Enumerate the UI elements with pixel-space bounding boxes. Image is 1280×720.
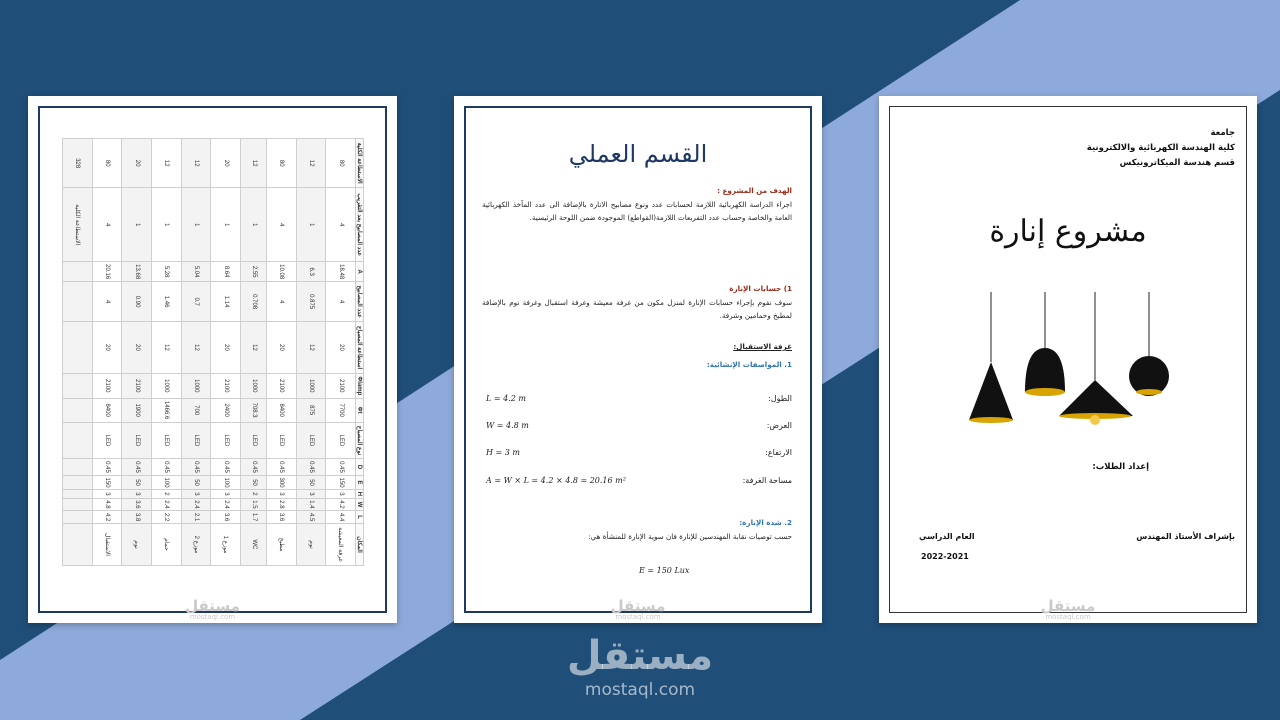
watermark: [454, 599, 822, 621]
table-cell: 4.2: [326, 498, 356, 511]
table-cell: 50: [296, 475, 326, 490]
table-row: [267, 139, 297, 566]
table-row: [296, 139, 326, 566]
table-cell: 20: [326, 322, 356, 374]
table-header-cell: D: [356, 459, 364, 475]
calc-heading: 1) حسابات الإنارة: [729, 284, 792, 293]
academic-year-label: العام الدراسي: [919, 532, 975, 541]
department-name: قسم هندسة الميكاترونيكس: [1119, 157, 1235, 168]
lux-text: حسب توصيات نقابة المهندسين للإنارة فان سوية الإنارة للمنشأة هي:: [588, 531, 792, 541]
table-cell: 2: [152, 490, 182, 498]
total-label: الاستطاعة الكلية: [63, 188, 93, 262]
table-cell: WC: [241, 524, 267, 566]
table-cell: 150: [92, 475, 122, 490]
table-cell: 2100: [211, 374, 241, 399]
table-cell: 1.7: [241, 511, 267, 524]
table-cell: 2.4: [211, 498, 241, 511]
table-cell: 4.4: [326, 511, 356, 524]
table-header-cell: E: [356, 475, 364, 490]
table-header-cell: W: [356, 498, 364, 511]
table-cell: 3.6: [267, 511, 297, 524]
table-cell: 1000: [241, 374, 267, 399]
table-row: [122, 139, 152, 566]
spec-equation: H = 3 m: [486, 448, 520, 457]
table-cell: 2100: [326, 374, 356, 399]
spec-row-height: [484, 448, 792, 462]
table-cell: 12: [152, 139, 182, 188]
table-cell: 3.8: [122, 511, 152, 524]
table-cell: 150: [326, 475, 356, 490]
table-cell: 100: [152, 475, 182, 490]
university-info: [1087, 126, 1235, 171]
table-area: [62, 138, 364, 566]
table-cell: 4: [326, 282, 356, 322]
table-cell: 1000: [181, 374, 211, 399]
table-cell: 3: [122, 490, 152, 498]
table-cell: 4.5: [296, 511, 326, 524]
table-cell: 20: [122, 322, 152, 374]
table-header-cell: Φlamp: [356, 374, 364, 399]
table-row: [181, 139, 211, 566]
table-cell: 3.6: [122, 498, 152, 511]
table-cell: 5.28: [152, 262, 182, 282]
table-cell-empty: [63, 398, 93, 422]
spec-row-area: [484, 476, 792, 490]
table-cell: 0.45: [296, 459, 326, 475]
table-cell: 3.6: [211, 511, 241, 524]
table-cell: 2.2: [152, 511, 182, 524]
table-cell: 2.55: [241, 262, 267, 282]
table-cell: 0.708: [241, 282, 267, 322]
table-header-row: [356, 139, 364, 566]
table-cell: 20: [92, 322, 122, 374]
table-cell: 8400: [92, 398, 122, 422]
table-cell: 4: [92, 188, 122, 262]
lux-heading: 2. شدة الإنارة:: [739, 518, 792, 527]
page-title: القسم العملي: [568, 140, 708, 168]
table-cell: LED: [211, 422, 241, 459]
brand-arabic: مستقل: [566, 633, 714, 679]
calc-text: سوف نقوم بإجراء حسابات الإنارة لمنزل مكون من غرفة معيشة وغرفة استقبال وغرفة نوم بالإضافة لمطبخ وحمامين وشرفة.: [482, 297, 792, 321]
table-cell-empty: [63, 524, 93, 566]
table-cell: LED: [267, 422, 297, 459]
table-cell: 2100: [122, 374, 152, 399]
table-cell: 1: [181, 188, 211, 262]
table-cell: 50: [241, 475, 267, 490]
project-title: مشروع إنارة: [989, 214, 1147, 249]
table-cell: 2.4: [152, 498, 182, 511]
table-cell: حمام: [152, 524, 182, 566]
table-header-cell: H: [356, 491, 363, 497]
table-cell: غرفة المعيشة: [326, 524, 356, 566]
table-row: [326, 139, 356, 566]
table-cell-empty: [63, 475, 93, 490]
table-cell: 20: [267, 322, 297, 374]
table-cell: 875: [296, 398, 326, 422]
table-cell: 80: [92, 139, 122, 188]
table-cell: 5.04: [181, 262, 211, 282]
table-cell-empty: [63, 498, 93, 511]
table-cell: 0.875: [296, 282, 326, 322]
document-page-practical: [454, 96, 822, 623]
table-cell-empty: [63, 422, 93, 459]
table-cell: 4.8: [92, 498, 122, 511]
table-cell: 708.3: [241, 398, 267, 422]
brand-latin: mostaql.com: [584, 680, 696, 700]
lux-equation: E = 150 Lux: [639, 566, 690, 575]
table-cell: 20.16: [92, 262, 122, 282]
watermark-latin: mostaql.com: [189, 613, 236, 621]
table-cell: 20: [211, 322, 241, 374]
table-cell: 3: [326, 490, 356, 498]
table-cell: 0.45: [267, 459, 297, 475]
table-cell: 2100: [267, 374, 297, 399]
table-cell: 8.64: [211, 262, 241, 282]
lux-section: [482, 516, 792, 543]
table-cell: 18.48: [326, 262, 356, 282]
table-cell: LED: [241, 422, 267, 459]
table-cell: 0.45: [326, 459, 356, 475]
table-cell: 1.4: [296, 498, 326, 511]
table-cell: 80: [267, 139, 297, 188]
spec-equation: A = W × L = 4.2 × 4.8 = 20.16 m²: [486, 476, 626, 485]
document-page-cover: [879, 96, 1257, 623]
table-cell-empty: [63, 374, 93, 399]
lighting-calc-table: [62, 138, 364, 566]
table-cell: 0.45: [152, 459, 182, 475]
table-cell: 3: [267, 490, 297, 498]
table-cell: 2.8: [267, 498, 297, 511]
table-cell: 700: [181, 398, 211, 422]
table-cell: 12: [296, 322, 326, 374]
table-cell: 3: [211, 490, 241, 498]
table-header-cell: المكان: [356, 524, 364, 566]
room-section: [482, 340, 792, 371]
table-cell: 1: [296, 188, 326, 262]
students-label: إعداد الطلاب:: [1092, 462, 1149, 472]
spec-label: الطول:: [768, 394, 792, 403]
lux-equation-row: [484, 566, 792, 580]
table-cell: 1.5: [241, 498, 267, 511]
table-cell: 1: [211, 188, 241, 262]
table-cell-empty: [63, 490, 93, 498]
goal-heading: الهدف من المشروع :: [717, 186, 792, 195]
table-cell: 1: [152, 188, 182, 262]
table-cell: 4.2: [92, 511, 122, 524]
watermark: [28, 599, 397, 621]
table-cell: 0.45: [181, 459, 211, 475]
table-cell: LED: [296, 422, 326, 459]
total-value: 328: [63, 139, 93, 188]
table-cell: مطبخ: [267, 524, 297, 566]
spec-row-length: [484, 394, 792, 408]
table-cell: LED: [181, 422, 211, 459]
pendant-lamps-image: [939, 292, 1199, 432]
table-cell: LED: [122, 422, 152, 459]
university-name: جامعة: [1210, 128, 1235, 138]
table-cell: 0.45: [122, 459, 152, 475]
table-cell: 1000: [152, 374, 182, 399]
table-cell: 2: [241, 490, 267, 498]
table-cell: 0.45: [211, 459, 241, 475]
table-header-cell: استطاعة المصباح: [356, 322, 364, 374]
table-cell: 20: [211, 139, 241, 188]
table-cell: 12: [181, 139, 211, 188]
table-header-cell: الاستطاعة الكلية: [356, 139, 364, 188]
table-cell: 0.90: [122, 282, 152, 322]
calc-section: [482, 282, 792, 323]
table-cell: 12: [181, 322, 211, 374]
table-cell: 1900: [122, 398, 152, 422]
table-header-cell: عدد المصابيح بعد التقريب: [356, 188, 364, 262]
spec-equation: W = 4.8 m: [486, 421, 529, 430]
table-cell: 4: [326, 188, 356, 262]
spec-heading: 1. المواصفات الإنشائية:: [706, 359, 792, 369]
table-cell: 12: [152, 322, 182, 374]
watermark-arabic: مستقل: [610, 597, 666, 615]
table-row: [211, 139, 241, 566]
table-cell: 3: [296, 490, 326, 498]
watermark-latin: mostaql.com: [615, 613, 661, 621]
table-cell-empty: [63, 511, 93, 524]
table-cell: 12: [296, 139, 326, 188]
academic-year-value: 2022-2021: [921, 552, 969, 561]
table-cell-empty: [63, 322, 93, 374]
table-cell-empty: [63, 282, 93, 322]
table-cell: 0.45: [241, 459, 267, 475]
table-cell: 1: [241, 188, 267, 262]
table-cell: LED: [92, 422, 122, 459]
table-cell: نوم: [122, 524, 152, 566]
table-cell: نوم: [296, 524, 326, 566]
table-cell: 10.08: [267, 262, 297, 282]
table-cell: 1.46: [152, 282, 182, 322]
table-cell: 8400: [267, 398, 297, 422]
table-cell-empty: [63, 262, 93, 282]
document-page-table: [28, 96, 397, 623]
watermark-latin: mostaql.com: [1045, 613, 1091, 621]
table-cell: 50: [181, 475, 211, 490]
supervisor-label: بإشراف الأستاذ المهندس: [1136, 532, 1235, 541]
table-cell: 4: [267, 188, 297, 262]
spec-row-width: [484, 421, 792, 435]
table-cell-empty: [63, 459, 93, 475]
table-cell: 1: [122, 188, 152, 262]
table-cell: 7700: [326, 398, 356, 422]
table-cell: 2400: [211, 398, 241, 422]
goal-section: [482, 184, 792, 225]
watermark-arabic: مستقل: [1040, 597, 1096, 615]
table-cell: 4: [92, 282, 122, 322]
table-cell: 13.68: [122, 262, 152, 282]
table-row: [152, 139, 182, 566]
spec-equation: L = 4.2 m: [486, 394, 526, 403]
table-cell: 50: [122, 475, 152, 490]
table-cell: 3: [92, 490, 122, 498]
goal-text: اجراء الدراسة الكهربائية اللازمة لحسابات عدد ونوع مصابيح الانارة بالإضافة الى عدد المآخذ الكهربائية العامة والخاصة وحساب عدد التفريعات اللازمة(القواطع) الموجودة ضمن اللوحة الرئيسية.: [482, 199, 792, 223]
table-cell: 12: [241, 139, 267, 188]
spec-label: العرض:: [766, 421, 792, 430]
watermark-arabic: مستقل: [185, 597, 240, 615]
table-cell: موزع 1: [211, 524, 241, 566]
table-cell: 100: [211, 475, 241, 490]
spec-label: مساحة الغرفة:: [742, 476, 792, 485]
table-cell: موزع 2: [181, 524, 211, 566]
table-header-cell: نوع المصباح: [356, 422, 364, 459]
table-cell: 1000: [296, 374, 326, 399]
table-header-cell: Φt: [356, 398, 364, 422]
table-cell: 1.14: [211, 282, 241, 322]
table-cell: 1466.6: [152, 398, 182, 422]
room-heading: غرفة الاستقبال:: [733, 342, 792, 351]
table-cell: 2100: [92, 374, 122, 399]
table-cell: 12: [241, 322, 267, 374]
table-row: [92, 139, 122, 566]
table-cell: الاستقبال: [92, 524, 122, 566]
brand-logo: [0, 633, 1280, 700]
table-cell: 6.3: [296, 262, 326, 282]
table-cell: 2.4: [181, 498, 211, 511]
faculty-name: كلية الهندسة الكهربائية والالكترونية: [1086, 142, 1235, 153]
table-cell: LED: [326, 422, 356, 459]
table-header-cell: A: [356, 262, 364, 282]
table-cell: 0.7: [181, 282, 211, 322]
table-total-row: [63, 139, 93, 566]
table-cell: 0.45: [92, 459, 122, 475]
table-cell: 3: [181, 490, 211, 498]
table-cell: 20: [122, 139, 152, 188]
table-header-cell: L: [356, 511, 364, 524]
table-cell: 4: [267, 282, 297, 322]
table-row: [241, 139, 267, 566]
table-cell: 300: [267, 475, 297, 490]
spec-label: الارتفاع:: [765, 448, 792, 457]
table-cell: 2.1: [181, 511, 211, 524]
watermark: [879, 599, 1257, 621]
table-header-cell: عدد المصابيح: [356, 282, 364, 322]
table-cell: 80: [326, 139, 356, 188]
table-cell: LED: [152, 422, 182, 459]
